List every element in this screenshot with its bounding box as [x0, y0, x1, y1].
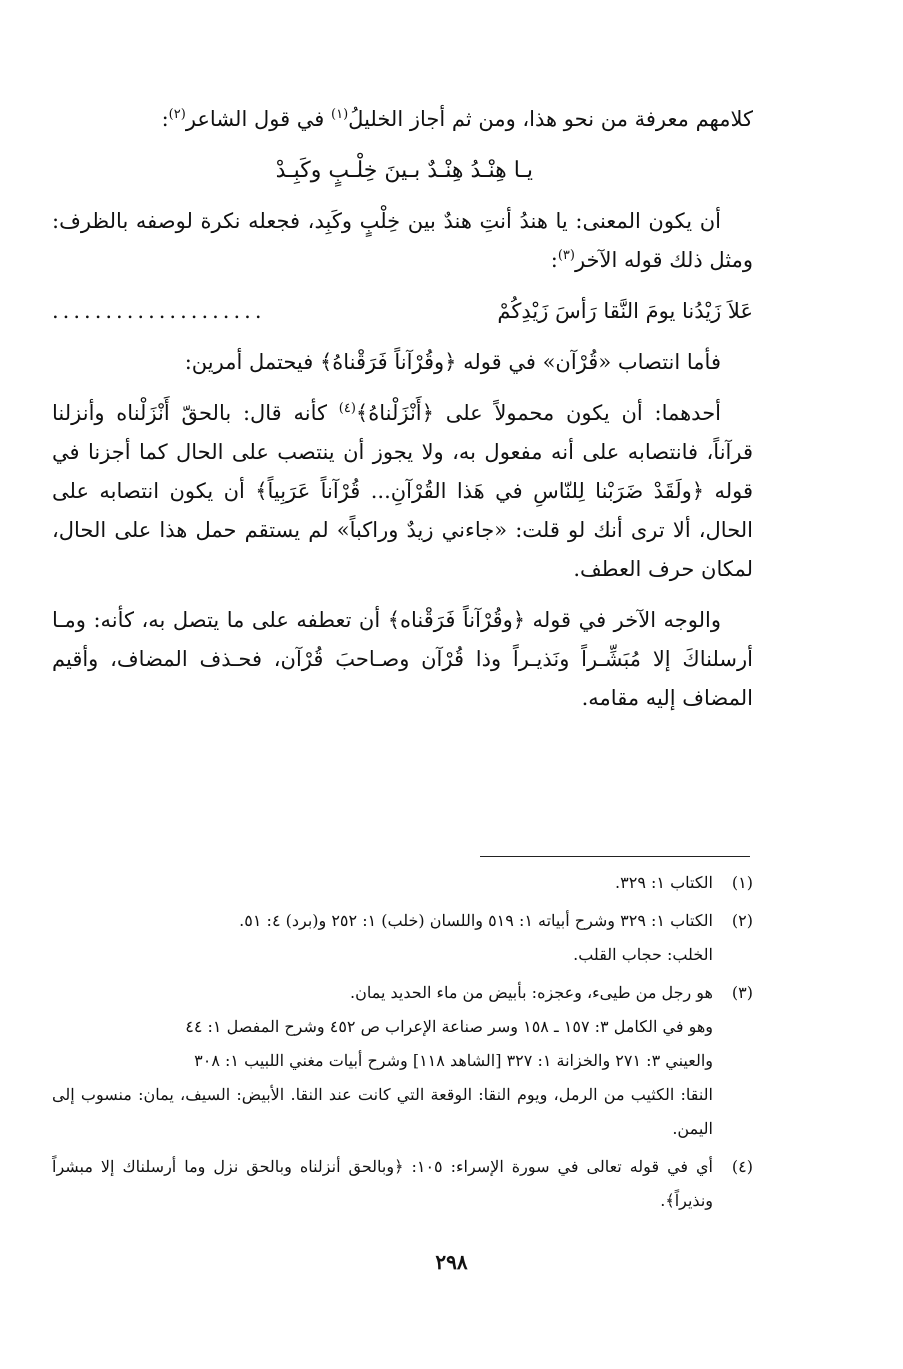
paragraph-5: والوجه الآخر في قوله ﴿وقُرْآناً فَرَقْناه﴾ أن تعطفه على ما يتصل به، كأنه: ومـا أرسلناكَ إلا مُبَشِّـراً ونَذيـراً وذا قُرْآن وصـاحبَ قُرْآن، فحـذف المضاف، وأقيم المضاف إليه مقامه. [52, 608, 753, 710]
verse-2-dots: .................... [52, 299, 266, 323]
paragraph-2-text: أن يكون المعنى: يا هندُ أنتِ هندٌ بين خِلْبٍ وكَبِد، فجعله نكرة لوصفه بالظرف: ومثل ذلك قوله الآخر [52, 209, 753, 272]
paragraph-1-mid: في قول الشاعر [185, 107, 325, 131]
footnote-body [52, 976, 713, 1146]
paragraph-2-end: : [550, 248, 558, 272]
footnote-body [52, 1150, 713, 1218]
footnote-line: الخلب: حجاب القلب. [573, 945, 713, 964]
verse-2-text: عَلاَ زَيْدُنا يومَ النَّقا رَأسَ زَيْدِكُمْ [497, 299, 753, 323]
paragraph-4-start: أحدهما: أن يكون محمولاً على ﴿أَنْزَلْناهُ﴾ [355, 401, 722, 425]
verse-2 [52, 292, 753, 331]
footnote-divider [480, 856, 750, 857]
paragraph-1-end: : [161, 107, 169, 131]
footnote-line: النقا: الكثيب من الرمل، ويوم النقا: الوقعة التي كانت عند النقا. الأبيض: السيف، يمان: منسوب إلى اليمن. [52, 1085, 713, 1138]
footnote-number: (٣) [731, 983, 753, 1002]
footnote-number: (٢) [731, 911, 753, 930]
footnote-4 [52, 1150, 753, 1218]
verse-1: يـا هِنْـدُ هِنْـدٌ بـينَ خِلْـبٍ وكَبِـدْ [275, 158, 533, 183]
paragraph-4-end: كأنه قال: بالحقّ أَنْزَلْناه وأنزلنا قرآناً، فانتصابه على أنه مفعول به، ولا يجوز أن ينتصب على الحال كما أجزنا في قوله ﴿ولَقَدْ ضَرَبْنا لِلنّاسِ في هَذا القُرْآنِ... قُرْآناً عَرَبِياً﴾ أن يكون انتصابه على الحال، ألا ترى أنك لو قلت: «جاءني زيدٌ وراكباً» لم يستقم حمل هذا على الحال، لمكان حرف العطف. [52, 401, 753, 581]
paragraph-1-text: كلامهم معرفة من نحو هذا، ومن ثم أجاز الخليلُ [348, 107, 753, 131]
footnote-ref-2: (٢) [168, 107, 186, 122]
page-number: ٢٩٨ [435, 1250, 468, 1274]
footnote-2 [52, 904, 753, 972]
footnote-1 [52, 866, 753, 900]
footnote-number: (٤) [731, 1157, 753, 1176]
footnotes [52, 866, 753, 1222]
footnote-number: (١) [731, 873, 753, 892]
footnote-line: الكتاب ١: ٣٢٩ وشرح أبياته ١: ٥١٩ واللسان (خلب) ١: ٢٥٢ و(برد) ٤: ٥١. [239, 911, 713, 930]
footnote-3 [52, 976, 753, 1146]
paragraph-1 [52, 100, 753, 139]
footnote-ref-1: (١) [331, 107, 349, 122]
footnote-ref-3: (٣) [557, 248, 575, 263]
paragraph-3: فأما انتصاب «قُرْآن» في قوله ﴿وقُرْآناً فَرَقْناهُ﴾ فيحتمل أمرين: [184, 350, 721, 374]
footnote-line: أي في قوله تعالى في سورة الإسراء: ١٠٥: ﴿وبالحق أنزلناه وبالحق نزل وما أرسلناك إلا مبشراً ونذيراً﴾. [52, 1157, 714, 1210]
main-text [52, 100, 753, 730]
footnote-body [52, 904, 713, 972]
footnote-line: وهو في الكامل ٣: ١٥٧ ـ ١٥٨ وسر صناعة الإعراب ص ٤٥٢ وشرح المفصل ١: ٤٤ [185, 1017, 713, 1036]
paragraph-4 [52, 394, 753, 589]
footnote-line: هو رجل من طيىء، وعجزه: بأبيض من ماء الحديد يمان. [350, 983, 713, 1002]
footnote-line: الكتاب ١: ٣٢٩. [615, 873, 713, 892]
footnote-body [52, 866, 713, 900]
footnote-ref-4: (٤) [338, 401, 356, 416]
footnote-line: والعيني ٣: ٢٧١ والخزانة ١: ٣٢٧ [الشاهد ١١٨] وشرح أبيات مغني اللبيب ١: ٣٠٨ [194, 1051, 713, 1070]
paragraph-2 [52, 202, 753, 280]
